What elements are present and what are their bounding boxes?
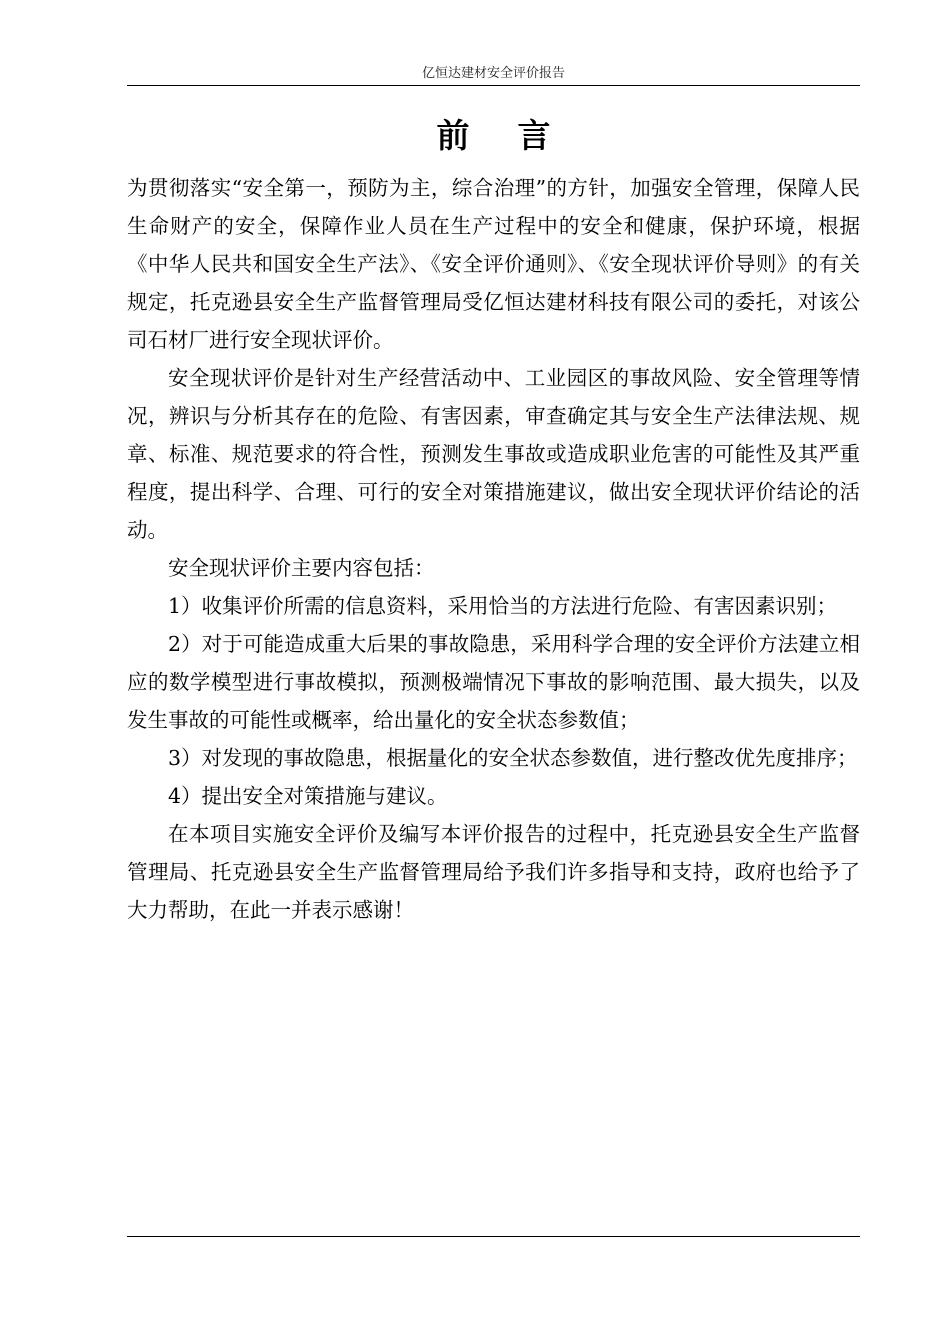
running-header: 亿恒达建材安全评价报告 [421, 66, 565, 81]
paragraph-2: 安全现状评价是针对生产经营活动中、工业园区的事故风险、安全管理等情况，辨识与分析其存在的危险、有害因素，审查确定其与安全生产法律法规、规章、标准、规范要求的符合性，预测发生事故或造成职业危害的可能性及其严重程度，提出科学、合理、可行的安全对策措施建议，做出安全现状评价结论的活动。 [127, 366, 860, 542]
paragraph-1: 为贯彻落实“安全第一，预防为主，综合治理”的方针，加强安全管理，保障人民生命财产的安全，保障作业人员在生产过程中的安全和健康，保护环境，根据《中华人民共和国安全生产法》、《安全评价通则》、《安全现状评价导则》的有关规定，托克逊县安全生产监督管理局受亿恒达建材科技有限公司的委托，对该公司石材厂进行安全现状评价。 [127, 176, 860, 352]
list-item-3: 3）对发现的事故隐患，根据量化的安全状态参数值，进行整改优先度排序； [168, 746, 858, 770]
page-title: 前言 [436, 116, 599, 155]
list-item-4: 4）提出安全对策措施与建议。 [168, 784, 448, 808]
list-item-1: 1）收集评价所需的信息资料，采用恰当的方法进行危险、有害因素识别； [168, 594, 838, 618]
paragraph-acknowledgement: 在本项目实施安全评价及编写本评价报告的过程中，托克逊县安全生产监督管理局、托克逊县安全生产监督管理局给予我们许多指导和支持，政府也给予了大力帮助，在此一并表示感谢！ [127, 822, 860, 922]
list-item-2: 2）对于可能造成重大后果的事故隐患，采用科学合理的安全评价方法建立相应的数学模型进行事故模拟，预测极端情况下事故的影响范围、最大损失，以及发生事故的可能性或概率，给出量化的安全状态参数值； [127, 632, 860, 732]
paragraph-3: 安全现状评价主要内容包括： [168, 556, 435, 580]
header-divider [127, 85, 860, 86]
footer-divider [127, 1236, 860, 1237]
document-body [127, 169, 860, 929]
